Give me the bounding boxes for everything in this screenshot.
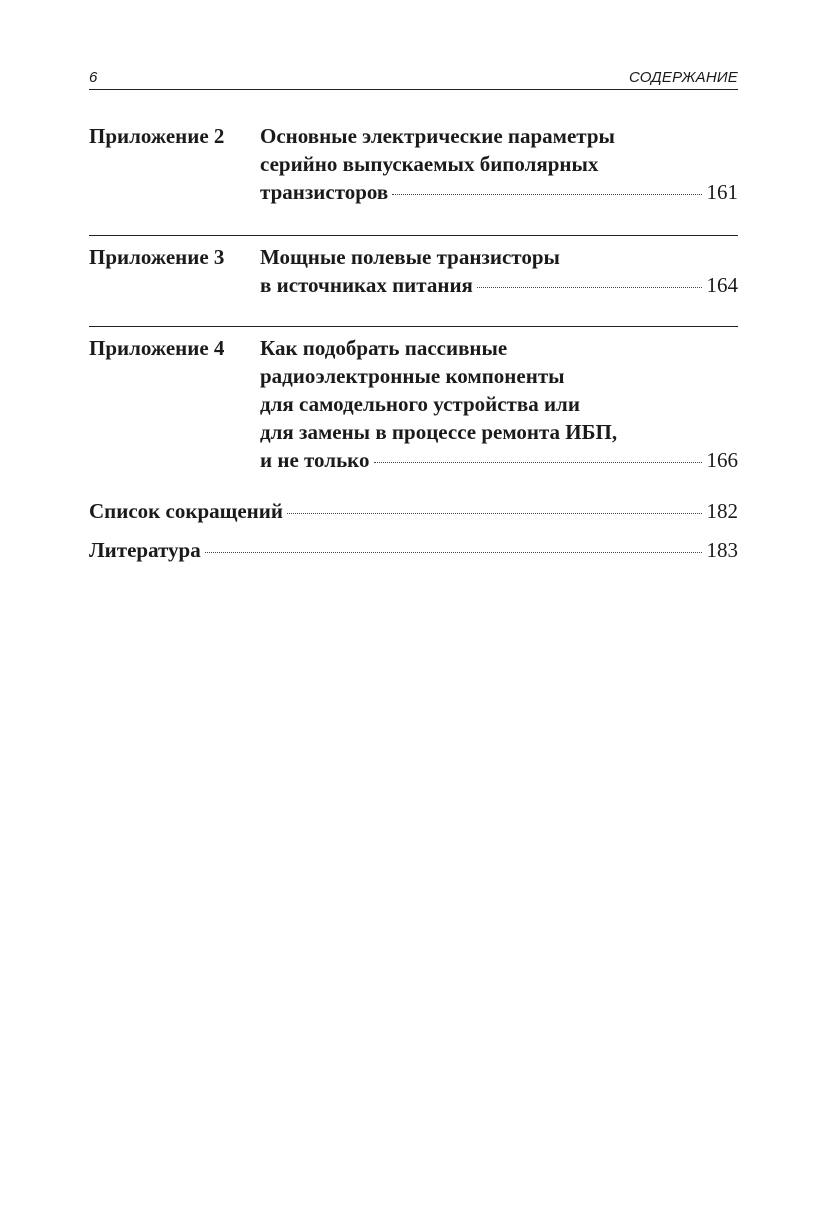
dot-leader: [392, 194, 701, 195]
toc-entry-last-line: [260, 271, 738, 299]
dot-leader: [205, 552, 702, 553]
toc-entry-last-line: [260, 178, 738, 206]
page-number: 6: [89, 69, 98, 86]
toc-entry-label: Приложение 3: [89, 245, 225, 269]
toc-entry-title: Список сокращений: [89, 499, 283, 523]
section-title: СОДЕРЖАНИЕ: [628, 69, 738, 86]
toc-entry-title-line: для самодельного устройства или: [260, 392, 580, 416]
divider: [89, 326, 738, 327]
dot-leader: [287, 513, 702, 514]
toc-page-number: 164: [706, 273, 738, 297]
toc-entry-literature[interactable]: [89, 536, 738, 564]
toc-entry-line: [89, 497, 738, 525]
dot-leader: [374, 462, 702, 463]
toc-entry-title-line: радиоэлектронные компоненты: [260, 364, 565, 388]
toc-entry-line: [89, 536, 738, 564]
toc-entry-title: Литература: [89, 538, 201, 562]
toc-entry-last-line: [260, 446, 738, 474]
toc-page-number: 183: [706, 538, 738, 562]
toc-entry-label: Приложение 2: [89, 124, 225, 148]
toc-entry-title-line: Основные электрические параметры: [260, 124, 615, 148]
toc-entry-title-line: и не только: [260, 448, 370, 472]
toc-entry-title-line: серийно выпускаемых биполярных: [260, 152, 599, 176]
toc-page-number: 182: [706, 499, 738, 523]
toc-page-number: 166: [706, 448, 738, 472]
toc-entry-title-line: в источниках питания: [260, 273, 473, 297]
toc-entry-title-line: Мощные полевые транзисторы: [260, 245, 560, 269]
running-header: [89, 67, 738, 90]
toc-entry-title-line: транзисторов: [260, 180, 389, 204]
toc-entry-abbreviations[interactable]: [89, 497, 738, 525]
divider: [89, 235, 738, 236]
toc-page-number: 161: [706, 180, 738, 204]
toc-entry-label: Приложение 4: [89, 336, 225, 360]
dot-leader: [477, 287, 702, 288]
toc-entry-title-line: для замены в процессе ремонта ИБП,: [260, 420, 618, 444]
toc-entry-title-line: Как подобрать пассивные: [260, 336, 508, 360]
